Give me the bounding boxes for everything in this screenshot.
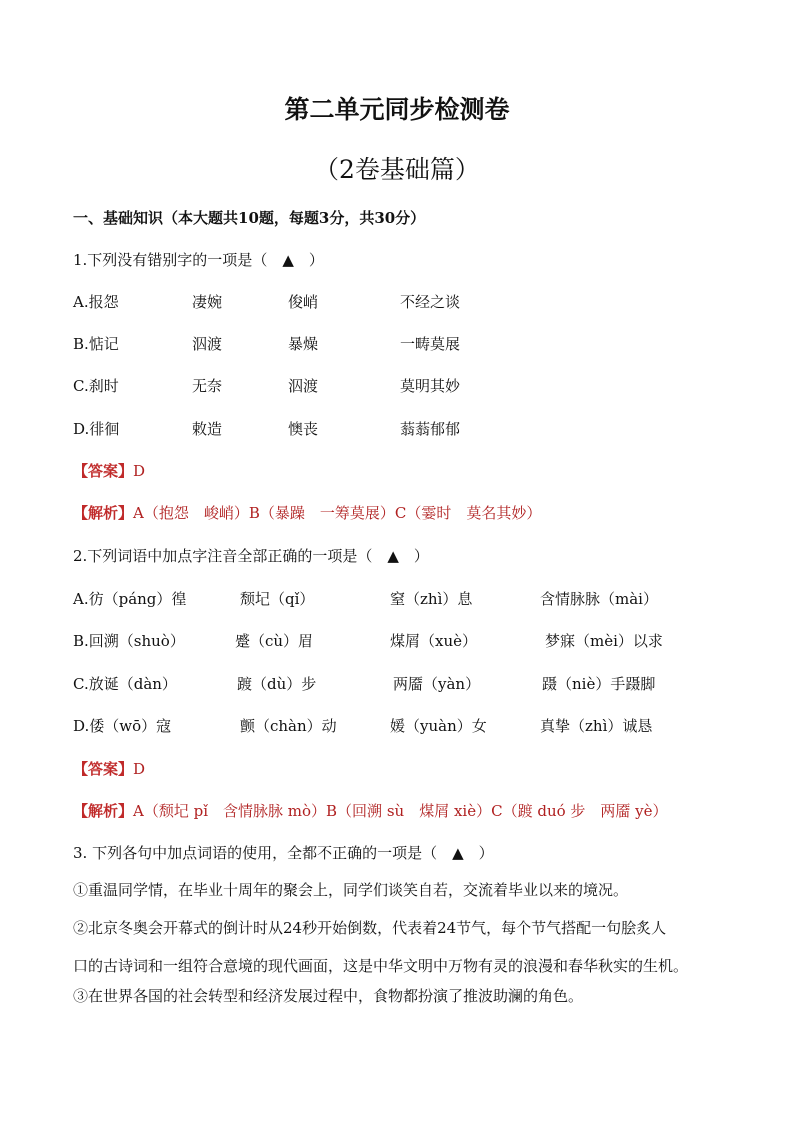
analysis-tag: 【解析】 — [73, 504, 134, 522]
q1-option-c-word-4: 莫明其妙 — [400, 377, 461, 395]
answer-tag: 【答案】 — [73, 760, 134, 778]
q3-sentence-1: ①重温同学情，在毕业十周年的聚会上，同学们谈笑自若，交流着毕业以来的境况。 — [73, 881, 629, 899]
q3-sentence-2-line-2: 口的古诗词和一组符合意境的现代画面，这是中华文明中万物有灵的浪漫和春华秋实的生机。 — [73, 957, 689, 975]
q2-option-d-word-1: D.倭（wō）寇 — [73, 717, 172, 735]
q1-option-b-word-3: 暴燥 — [288, 335, 319, 353]
q2-option-a-word-4: 含情脉脉（mài） — [540, 590, 658, 608]
question-3-stem: 3. 下列各句中加点词语的使用，全都不正确的一项是（ ▲ ） — [73, 844, 494, 862]
q2-option-a-word-1: A.彷（páng）徨 — [73, 590, 187, 608]
q1-option-c-word-3: 泅渡 — [288, 377, 319, 395]
analysis-tag: 【解析】 — [73, 802, 134, 820]
q2-option-a-word-3: 窒（zhì）息 — [390, 590, 473, 608]
q1-option-b-word-4: 一畴莫展 — [400, 335, 461, 353]
q2-answer — [73, 759, 145, 779]
q1-option-d-word-3: 懊丧 — [288, 420, 319, 438]
q1-option-c-word-2: 无奈 — [192, 377, 223, 395]
q2-option-c-word-2: 踱（dù）步 — [237, 675, 317, 693]
question-1-stem: 1.下列没有错别字的一项是（ ▲ ） — [73, 251, 324, 269]
section-heading: 一、基础知识（本大题共10题，每题3分，共30分） — [73, 209, 426, 227]
q2-option-b-word-2: 蹙（cù）眉 — [235, 632, 314, 650]
q2-option-d-word-4: 真挚（zhì）诚恳 — [540, 717, 653, 735]
q2-option-a-word-2: 颓圮（qǐ） — [240, 590, 315, 608]
q1-option-a-word-2: 凄婉 — [192, 293, 223, 311]
answer-value: D — [133, 462, 146, 480]
q1-option-d-word-1: D.徘徊 — [73, 420, 120, 438]
q2-option-c-word-4: 蹑（niè）手蹑脚 — [542, 675, 656, 693]
q2-option-b-word-1: B.回溯（shuò） — [73, 632, 185, 650]
q2-option-d-word-2: 颤（chàn）动 — [240, 717, 337, 735]
q2-analysis — [73, 801, 668, 821]
answer-value: D — [133, 760, 146, 778]
q2-option-b-word-3: 煤屑（xuè） — [390, 632, 477, 650]
page-title: 第二单元同步检测卷 — [284, 95, 510, 124]
q3-sentence-2-line-1: ②北京冬奥会开幕式的倒计时从24秒开始倒数，代表着24节气，每个节气搭配一句脍炙人 — [73, 919, 667, 937]
page-subtitle: （2卷基础篇） — [314, 155, 480, 184]
q1-option-a-word-3: 俊峭 — [288, 293, 319, 311]
answer-tag: 【答案】 — [73, 462, 134, 480]
analysis-text: A（抱怨 峻峭）B（暴躁 一筹莫展）C（霎时 莫名其妙） — [133, 504, 542, 522]
q1-option-d-word-2: 敕造 — [192, 420, 223, 438]
analysis-text: A（颓圮 pǐ 含情脉脉 mò）B（回溯 sù 煤屑 xiè）C（踱 duó 步 两靥 yè） — [133, 802, 668, 820]
q1-answer — [73, 461, 145, 481]
q1-option-c-word-1: C.刹时 — [73, 377, 119, 395]
q2-option-d-word-3: 媛（yuàn）女 — [390, 717, 487, 735]
q1-option-b-word-2: 泅渡 — [192, 335, 223, 353]
question-2-stem: 2.下列词语中加点字注音全部正确的一项是（ ▲ ） — [73, 547, 429, 565]
q1-option-d-word-4: 蓊蓊郁郁 — [400, 420, 461, 438]
q3-sentence-3: ③在世界各国的社会转型和经济发展过程中，食物都扮演了推波助澜的角色。 — [73, 987, 584, 1005]
q1-analysis — [73, 503, 541, 523]
q1-option-a-word-4: 不经之谈 — [400, 293, 461, 311]
q2-option-c-word-1: C.放诞（dàn） — [73, 675, 177, 693]
q2-option-b-word-4: 梦寐（mèi）以求 — [545, 632, 663, 650]
q1-option-b-word-1: B.惦记 — [73, 335, 119, 353]
q1-option-a-word-1: A.报怨 — [73, 293, 119, 311]
q2-option-c-word-3: 两靥（yàn） — [393, 675, 481, 693]
